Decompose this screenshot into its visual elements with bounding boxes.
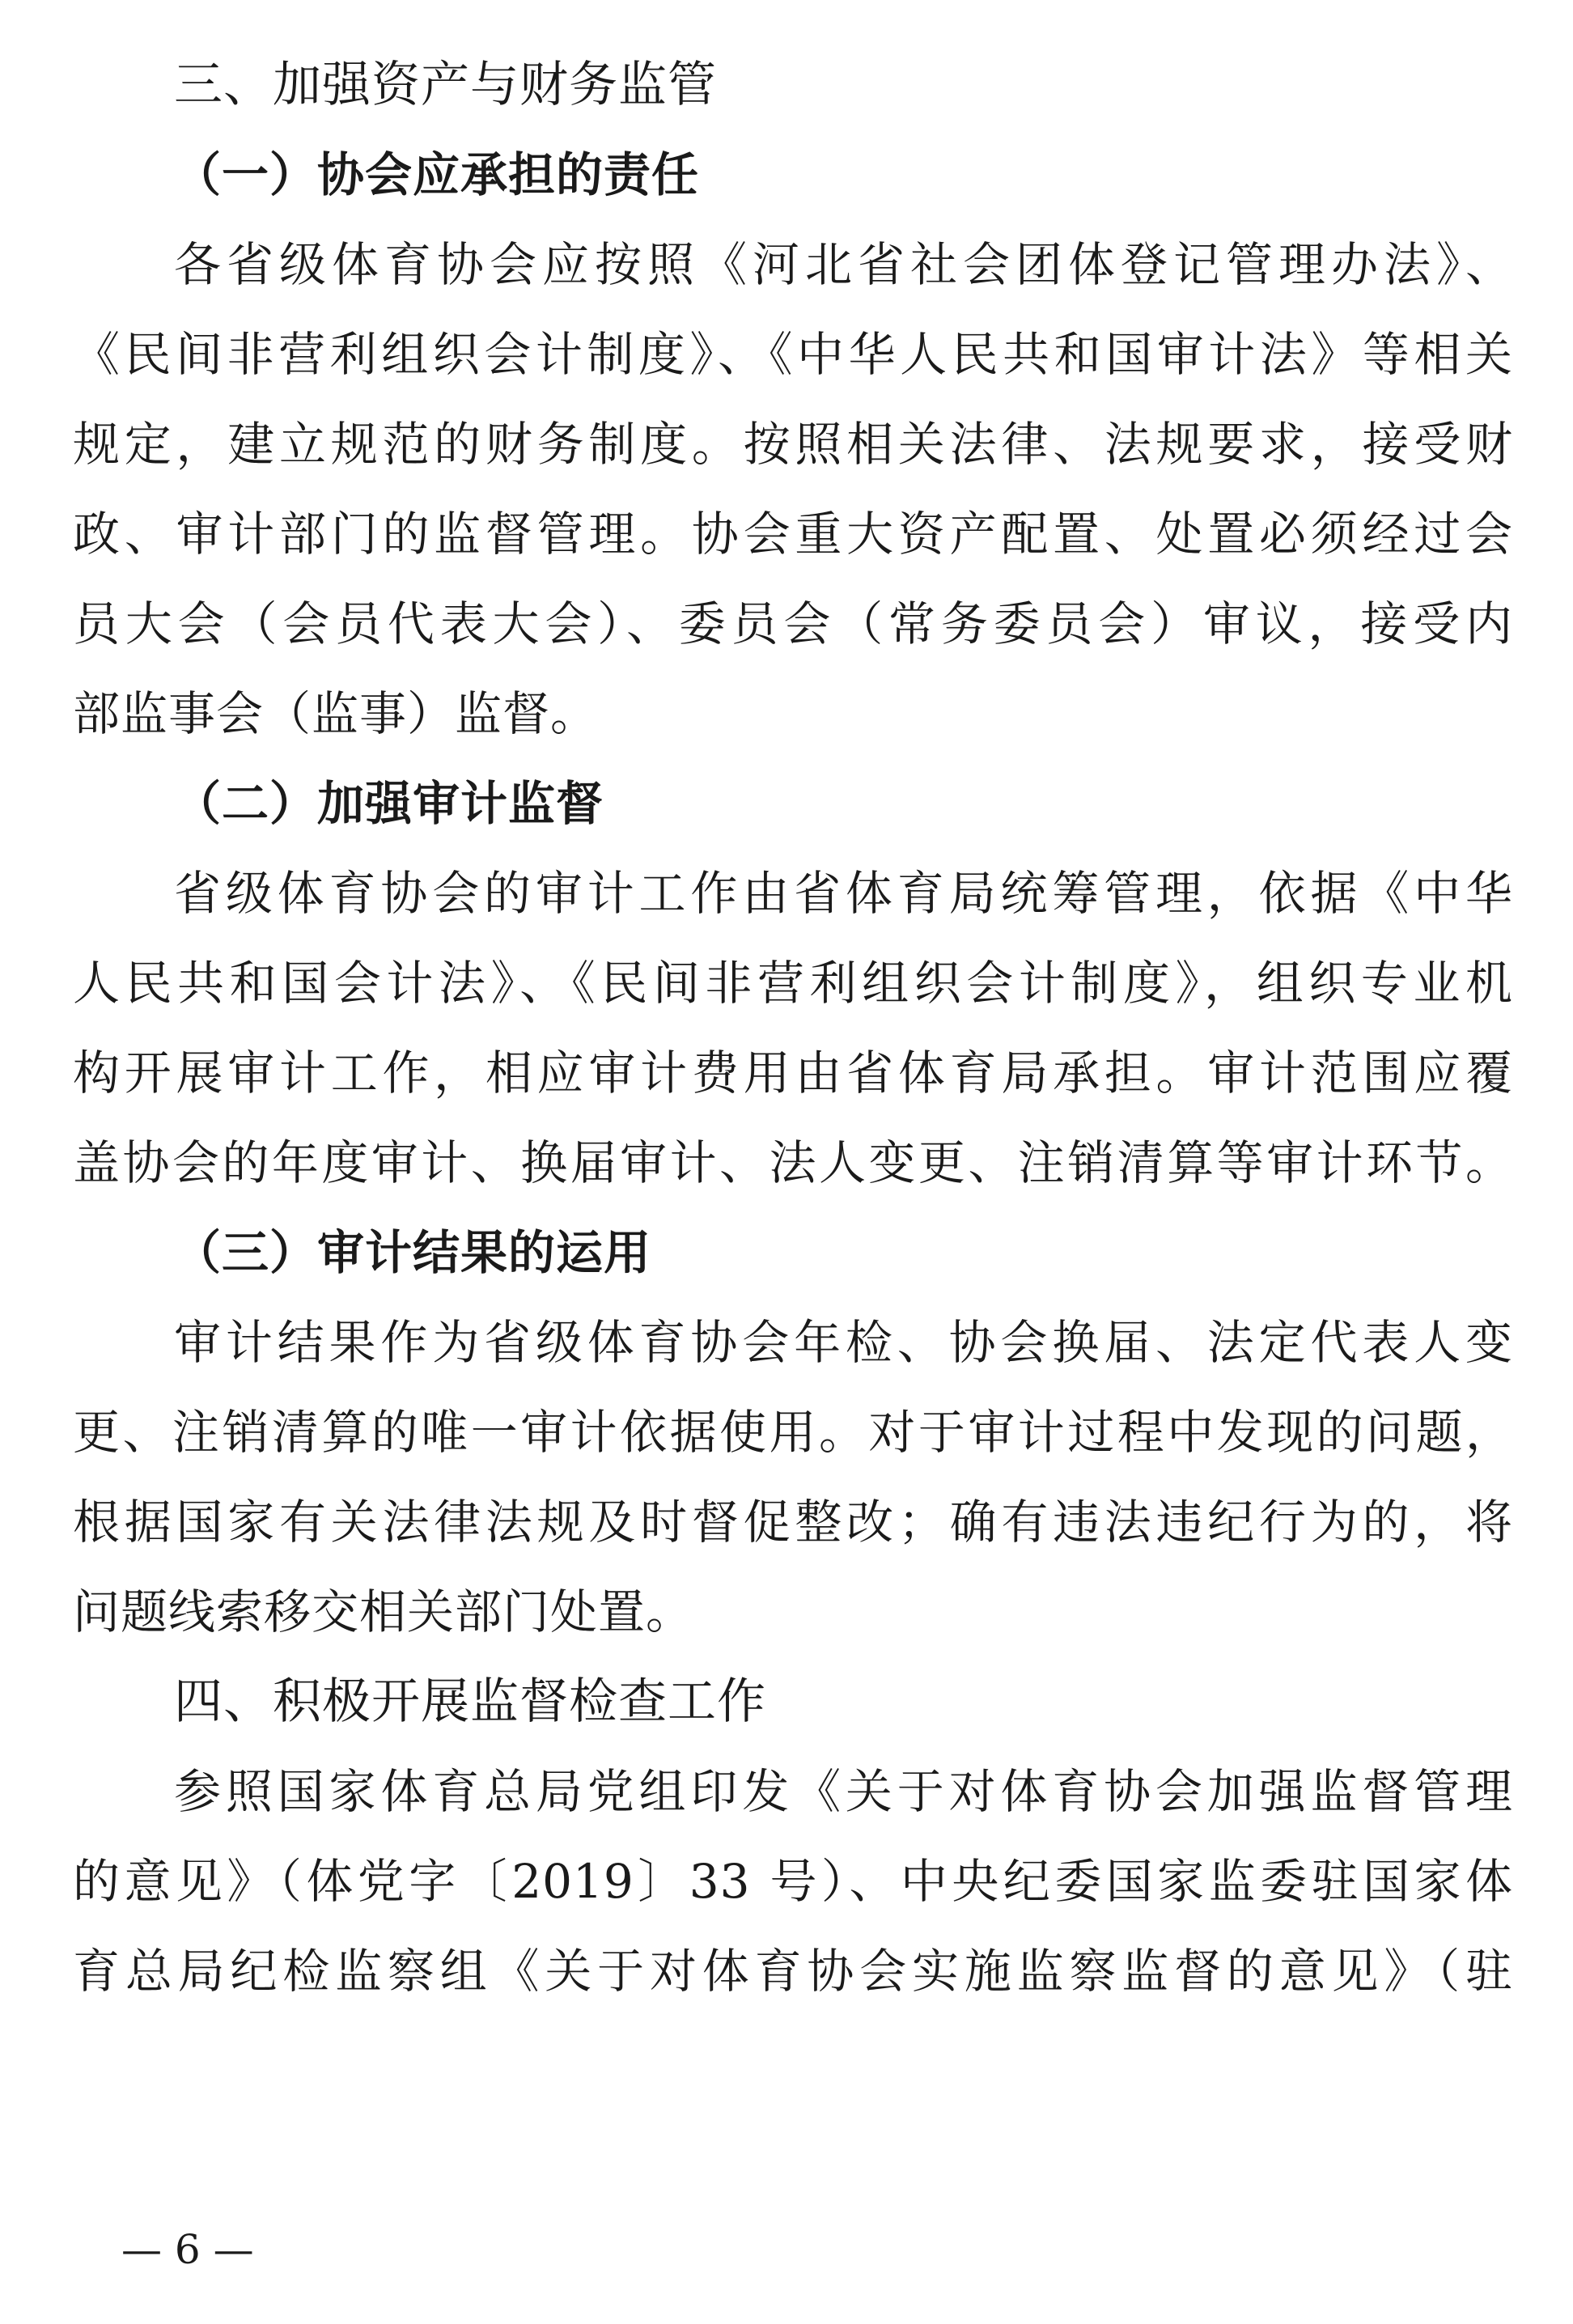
- paragraph-line: 问题线索移交相关部门处置。: [73, 1584, 694, 1639]
- paragraph-line: 人民共和国会计法》、《民间非营利组织会计制度》，组织专业机: [73, 956, 1513, 1011]
- paragraph-line: 盖协会的年度审计、换届审计、法人变更、注销清算等审计环节。: [73, 1135, 1513, 1190]
- paragraph-line: 参照国家体育总局党组印发《关于对体育协会加强监督管理: [174, 1764, 1513, 1819]
- paragraph-line: 育总局纪检监察组《关于对体育协会实施监察监督的意见》（驻: [73, 1944, 1513, 1999]
- paragraph-line: 的意见》（体党字〔2019〕33 号）、中央纪委国家监委驻国家体: [73, 1854, 1513, 1909]
- paragraph-line: 各省级体育协会应按照《河北省社会团体登记管理办法》、: [174, 237, 1513, 292]
- page-number: — 6 —: [121, 2226, 254, 2273]
- paragraph-line: 政、审计部门的监督管理。协会重大资产配置、处置必须经过会: [73, 507, 1513, 562]
- paragraph-line: 部监事会（监事）监督。: [73, 686, 599, 741]
- subsection-heading-2: （二）加强审计监督: [174, 776, 604, 831]
- section-heading-3: 三、加强资产与财务监管: [174, 57, 717, 113]
- paragraph-line: 规定，建立规范的财务制度。按照相关法律、法规要求，接受财: [73, 417, 1513, 472]
- paragraph-line: 省级体育协会的审计工作由省体育局统筹管理，依据《中华: [174, 866, 1513, 921]
- paragraph-line: 构开展审计工作，相应审计费用由省体育局承担。审计范围应覆: [73, 1045, 1513, 1101]
- paragraph-line: 根据国家有关法律法规及时督促整改；确有违法违纪行为的，将: [73, 1495, 1513, 1550]
- paragraph-line: 更、注销清算的唯一审计依据使用。对于审计过程中发现的问题，: [73, 1405, 1513, 1460]
- paragraph-line: 《民间非营利组织会计制度》、《中华人民共和国审计法》等相关: [73, 327, 1513, 382]
- subsection-heading-1: （一）协会应承担的责任: [174, 147, 700, 202]
- section-heading-4: 四、积极开展监督检查工作: [174, 1673, 766, 1730]
- subsection-heading-3: （三）审计结果的运用: [174, 1225, 652, 1280]
- paragraph-line: 审计结果作为省级体育协会年检、协会换届、法定代表人变: [174, 1315, 1513, 1370]
- paragraph-line: 员大会（会员代表大会）、委员会（常务委员会）审议，接受内: [73, 596, 1513, 651]
